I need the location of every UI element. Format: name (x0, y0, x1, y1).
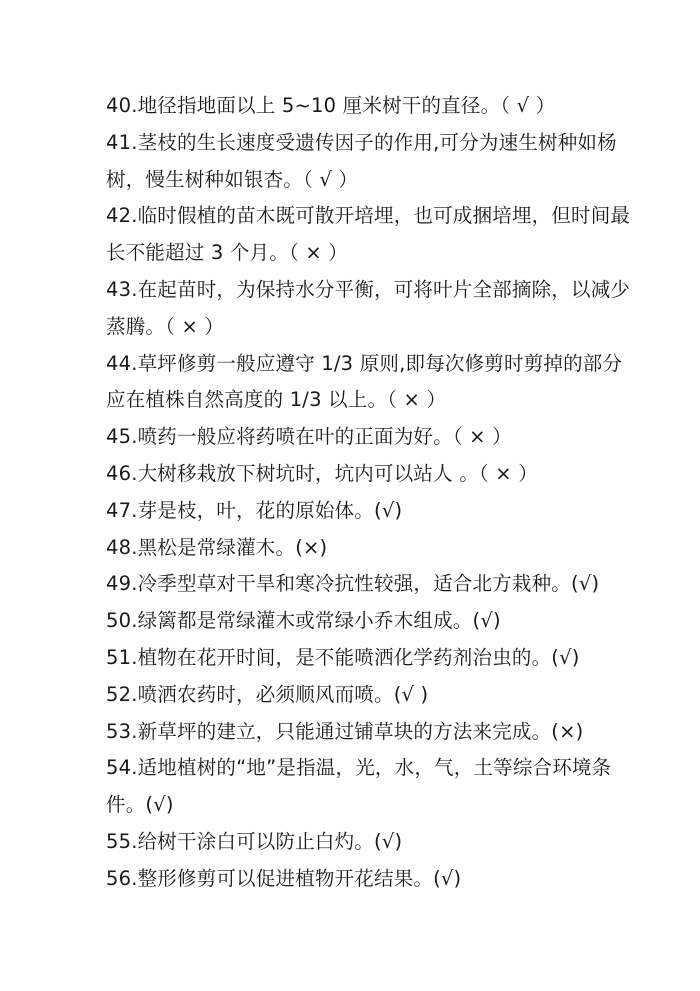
text-line-q41: 41.茎枝的生长速度受遗传因子的作用,可分为速生树种如杨 (106, 130, 617, 154)
text-line-q44-cont: 应在植株自然高度的 1/3 以上。（ × ） (106, 388, 447, 412)
text-line-q49: 49.冷季型草对干旱和寒冷抗性较强，适合北方栽种。(√) (106, 572, 600, 596)
text-line-q44: 44.草坪修剪一般应遵守 1/3 原则,即每次修剪时剪掉的部分 (106, 351, 623, 375)
true-false-question-list (106, 88, 631, 898)
text-line-q40: 40.地径指地面以上 5~10 厘米树干的直径。（ √ ） (106, 94, 556, 117)
text-line-q53: 53.新草坪的建立，只能通过铺草块的方法来完成。(×) (106, 719, 584, 743)
text-line-q42: 42.临时假植的苗木既可散开培埋，也可成捆培埋，但时间最 (106, 204, 631, 228)
text-line-q56: 56.整形修剪可以促进植物开花结果。(√) (106, 866, 462, 890)
text-line-q54: 54.适地植树的“地”是指温，光，水，气，土等综合环境条 (106, 756, 612, 780)
text-line-q52: 52.喷洒农药时，必须顺风而喷。(√ ) (106, 682, 429, 706)
text-line-q48: 48.黑松是常绿灌木。(×) (106, 535, 328, 559)
text-line-q54-cont: 件。(√) (106, 793, 174, 817)
text-line-q47: 47.芽是枝，叶，花的原始体。(√) (106, 498, 403, 522)
text-line-q46: 46.大树移栽放下树坑时，坑内可以站人 。（ × ） (106, 461, 538, 485)
text-line-q51: 51.植物在花开时间，是不能喷洒化学药剂治虫的。(√) (106, 645, 580, 669)
text-line-q41-cont: 树，慢生树种如银杏。（ √ ） (106, 167, 359, 191)
text-line-q55: 55.给树干涂白可以防止白灼。(√) (106, 829, 403, 853)
text-line-q45: 45.喷药一般应将药喷在叶的正面为好。（ × ） (106, 425, 512, 449)
text-line-q42-cont: 长不能超过 3 个月。（ × ） (106, 241, 348, 265)
text-line-q43-cont: 蒸腾。（ × ） (106, 314, 225, 338)
text-line-q43: 43.在起苗时，为保持水分平衡，可将叶片全部摘除，以减少 (106, 277, 631, 301)
text-line-q50: 50.绿篱都是常绿灌木或常绿小乔木组成。(√) (106, 609, 501, 633)
